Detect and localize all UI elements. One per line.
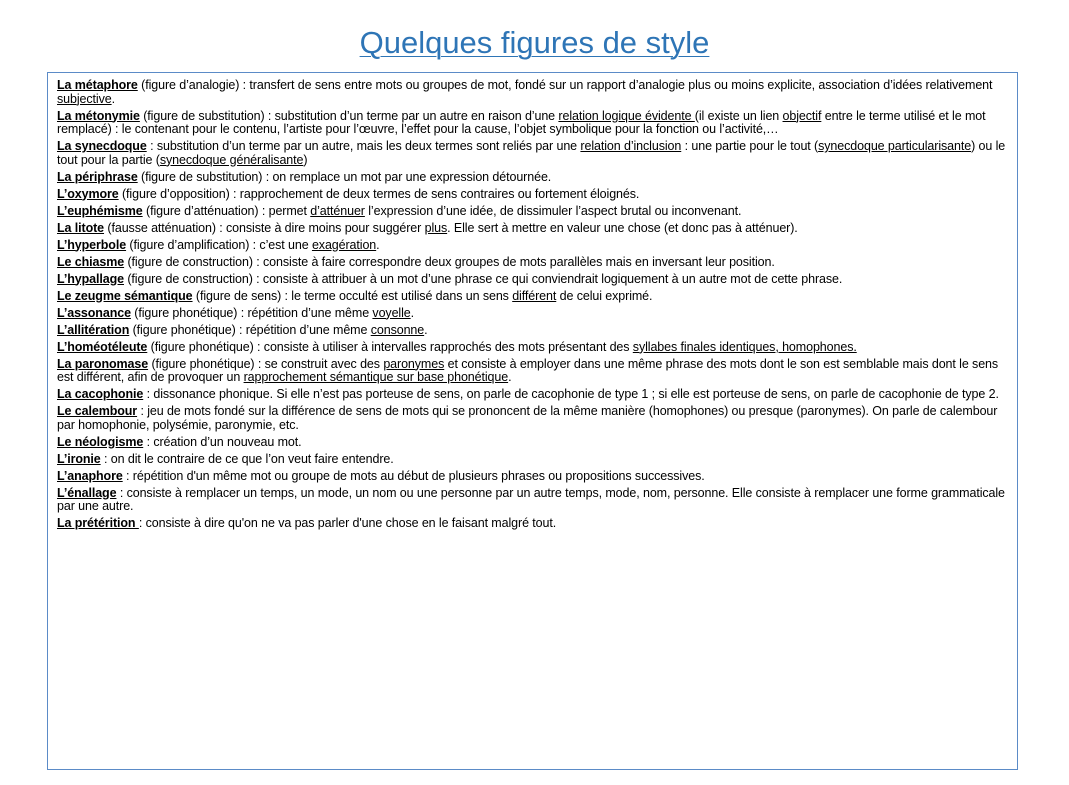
figure-definition-text: (figure d’analogie) : transfert de sens entre mots ou groupes de mot, fondé sur un rapport d’analogie plus ou moins explicite, association d’idées relativement [137,78,993,92]
figure-definition-text: : substitution d’un terme par un autre, mais les deux termes sont reliés par une [146,139,581,153]
figure-entry [57,324,1011,338]
figure-definition-text: ) ou le tout pour la partie ( [57,139,1006,167]
figure-entry [57,341,1011,355]
figure-entry [57,453,1011,467]
figure-definition-text: . [111,91,115,106]
figure-definition-text: (il existe un lien [694,108,783,123]
figure-entry [57,205,1011,219]
figure-entry [57,256,1011,270]
underlined-keyword: plus [424,220,448,235]
figure-definition-text: l’expression d’une idée, de dissimuler l’aspect brutal ou inconvenant. [364,203,742,218]
figure-definition-text: . [424,322,428,337]
figure-term: L’oxymore [57,186,119,201]
figure-entry [57,239,1011,253]
underlined-keyword: subjective [57,91,112,106]
figure-definition-text: : consiste à remplacer un temps, un mode, un nom ou une personne par un autre temps, mode, nom, personne. Elle consiste à remplacer une forme grammaticale par une autre. [57,485,1005,513]
figure-definition-text: de celui exprimé. [556,288,653,303]
figure-definition-text: (figure phonétique) : consiste à utiliser à intervalles rapprochés des mots présentant des [147,339,633,354]
figure-definition-text: . [376,237,380,252]
figure-entry [57,517,1011,531]
figure-entry [57,307,1011,321]
underlined-keyword: voyelle [372,305,411,320]
figure-definition-text: . [410,305,415,320]
figure-definition-text: et consiste à employer dans une même phrase des mots dont le son est semblable mais dont le sens est différent, afin de provoquer un [57,356,999,384]
underlined-keyword: consonne [370,322,425,337]
figure-definition-text: : répétition d'un même mot ou groupe de mots au début de plusieurs phrases ou propositions successives. [122,468,705,483]
figure-definition-text: (figure de substitution) : on remplace un mot par une expression détournée. [137,169,552,184]
figure-term: La synecdoque [57,139,147,153]
figure-term: L’hyperbole [57,237,127,252]
figure-term: L’homéotéleute [57,339,148,354]
figure-definition-text: (figure d’opposition) : rapprochement de deux termes de sens contraires ou fortement éloignés. [118,186,640,201]
underlined-keyword: d’atténuer [310,203,365,218]
figure-term: La périphrase [57,169,138,184]
figure-definition-text: (figure de substitution) : substitution d’un terme par un autre en raison d’une [139,108,559,123]
underlined-keyword: synecdoque particularisante [818,139,972,153]
figure-definition-text: . Elle sert à mettre en valeur une chose (et donc pas à atténuer). [447,220,798,235]
figure-term: Le zeugme sémantique [57,288,193,303]
figure-term: Le néologisme [57,434,144,449]
figure-term: La prétérition [57,516,139,530]
figure-term: L’assonance [57,305,131,320]
figure-entry [57,110,1011,137]
figure-definition-text: (figure d’amplification) : c’est une [126,237,312,252]
figure-definition-text: : consiste à dire qu'on ne va pas parler d'une chose en le faisant malgré tout. [138,516,557,530]
figure-definition-text: : une partie pour le tout ( [681,139,819,153]
figure-entry [57,358,1011,385]
figure-entry [57,222,1011,236]
underlined-keyword: relation d’inclusion [580,139,682,153]
figure-term: La métonymie [57,108,140,123]
figure-definition-text: : création d’un nouveau mot. [143,434,302,449]
underlined-keyword: objectif [782,108,822,123]
figure-term: Le calembour [57,404,138,418]
figure-definition-text: (figure phonétique) : répétition d’une même [129,322,371,337]
figure-definition-text: (figure phonétique) : se construit avec des [148,356,384,371]
figure-entry [57,140,1011,167]
figure-entry [57,188,1011,202]
figure-entry [57,405,1011,432]
figure-term: L’énallage [57,485,117,500]
figure-term: L’hypallage [57,271,124,286]
page-title: Quelques figures de style [359,25,710,60]
underlined-keyword: syllabes finales identiques, homophones. [632,339,857,354]
figures-list [47,72,1018,770]
underlined-keyword: exagération [311,237,377,252]
figure-entry [57,470,1011,484]
figure-term: L’euphémisme [57,203,143,218]
figure-definition-text: (figure de construction) : consiste à attribuer à un mot d’une phrase ce qui conviendrait logiquement à un autre mot de cette phrase. [123,271,843,286]
figure-definition-text: (figure phonétique) : répétition d’une même [130,305,373,320]
figure-definition-text: : jeu de mots fondé sur la différence de sens de mots qui se prononcent de la même manière (homophones) ou presque (paronymes). On parle de calembour par homophonie, polysémie, paronymie, etc. [57,404,998,432]
underlined-keyword: synecdoque généralisante [159,152,304,167]
figure-definition-text: . [508,370,512,384]
figure-entry [57,436,1011,450]
figure-entry [57,290,1011,304]
figure-definition-text: : dissonance phonique. Si elle n’est pas porteuse de sens, on parle de cacophonie de type 1 ; si elle est porteuse de sens, on parle de cacophonie de type 2. [143,387,999,401]
figure-definition-text: (figure d’atténuation) : permet [142,203,311,218]
figure-term: Le chiasme [57,254,125,269]
figure-term: La métaphore [57,78,138,92]
figure-term: La cacophonie [57,387,144,401]
figure-definition-text: (fausse atténuation) : consiste à dire moins pour suggérer [104,220,425,235]
figure-term: L’anaphore [57,468,123,483]
figure-term: L’ironie [57,451,101,466]
underlined-keyword: relation logique évidente [558,108,695,123]
underlined-keyword: rapprochement sémantique sur base phonétique [243,370,509,384]
figure-definition-text: (figure de sens) : le terme occulté est utilisé dans un sens [192,288,513,303]
underlined-keyword: différent [512,288,557,303]
figure-entry [57,273,1011,287]
figure-term: L’allitération [57,322,130,337]
figure-term: La litote [57,220,105,235]
figure-definition-text: (figure de construction) : consiste à faire correspondre deux groupes de mots parallèles mais en inversant leur position. [124,254,775,269]
figure-entry [57,79,1011,106]
figure-definition-text: ) [303,152,308,167]
figure-definition-text: : on dit le contraire de ce que l’on veut faire entendre. [100,451,394,466]
figure-entry [57,171,1011,185]
underlined-keyword: paronymes [383,356,445,371]
figure-entry [57,487,1011,514]
figure-term: La paronomase [57,356,149,371]
figure-entry [57,388,1011,402]
figure-definition-text: entre le terme utilisé et le mot remplacé) : le contenant pour le contenu, l’artiste pour l’œuvre, l’effet pour la cause, l’objet symbolique pour la fonction ou l’activité,… [57,108,986,136]
